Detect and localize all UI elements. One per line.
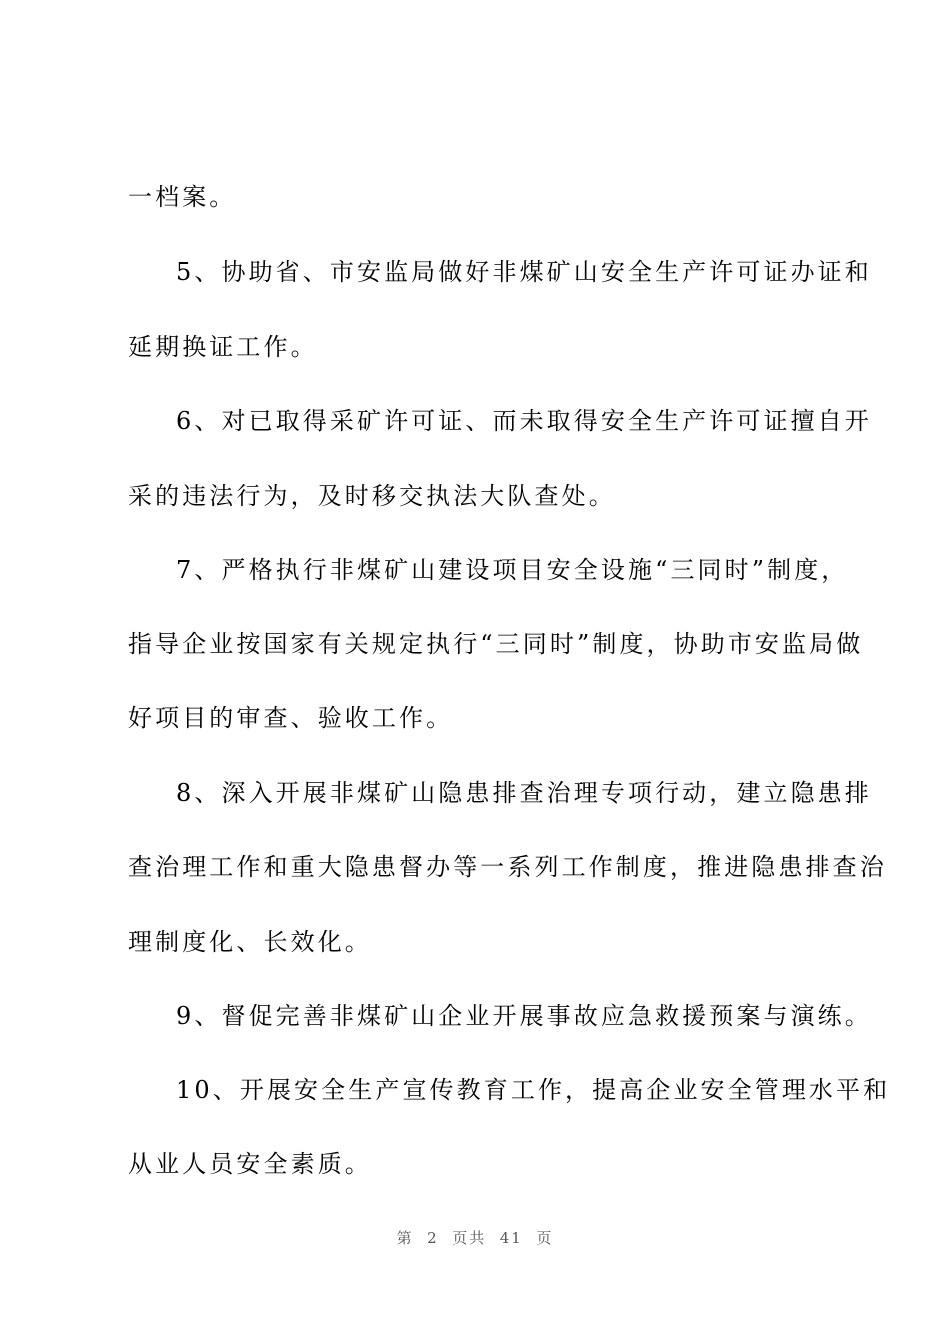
text-line: 采的违法行为，及时移交执法大队查处。 [128, 482, 616, 510]
text-line: 理制度化、长效化。 [128, 928, 372, 956]
text-line: 10、开展安全生产宣传教育工作，提高企业安全管理水平和 [176, 1076, 891, 1104]
text-line: 8、深入开展非煤矿山隐患排查治理专项行动，建立隐患排 [176, 779, 872, 807]
text-line: 一档案。 [128, 183, 237, 211]
text-line: 查治理工作和重大隐患督办等一系列工作制度，推进隐患排查治 [128, 853, 887, 881]
page-number: 第 2 页共 41 页 [396, 1229, 554, 1247]
text-line: 6、对已取得采矿许可证、而未取得安全生产许可证擅自开 [176, 407, 872, 435]
text-line: 7、严格执行非煤矿山建设项目安全设施“三同时”制度， [176, 556, 849, 584]
text-line: 好项目的审查、验收工作。 [128, 704, 454, 732]
text-line: 指导企业按国家有关规定执行“三同时”制度，协助市安监局做 [128, 630, 864, 658]
text-line: 延期换证工作。 [128, 333, 318, 361]
text-line: 9、督促完善非煤矿山企业开展事故应急救援预案与演练。 [176, 1002, 872, 1030]
text-line: 从业人员安全素质。 [128, 1150, 372, 1178]
text-line: 5、协助省、市安监局做好非煤矿山安全生产许可证办证和 [176, 258, 872, 286]
